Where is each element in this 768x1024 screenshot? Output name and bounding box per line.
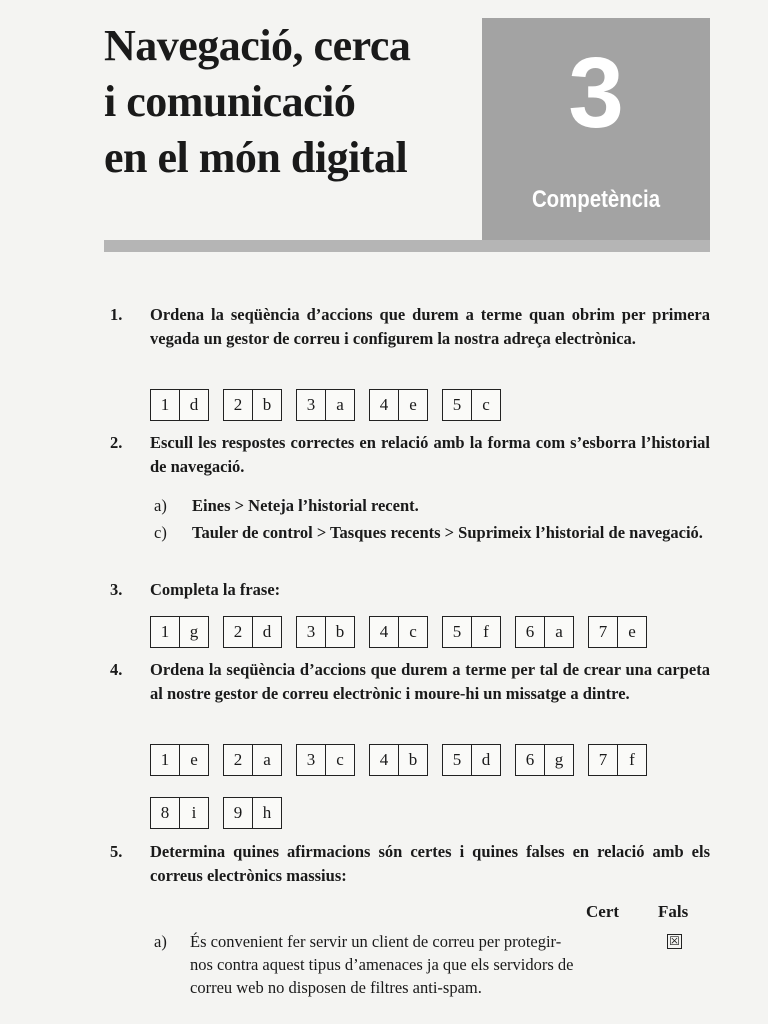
option-letter: a) bbox=[154, 496, 167, 515]
answer-box bbox=[223, 797, 282, 829]
option-letter: c) bbox=[154, 523, 167, 542]
statement-a bbox=[154, 930, 574, 999]
checked-box-icon[interactable]: ☒ bbox=[667, 934, 682, 949]
column-false: Fals bbox=[658, 902, 689, 921]
answer-row-q1 bbox=[150, 389, 501, 421]
answer-number: 4 bbox=[379, 622, 389, 641]
answer-row-q4-2 bbox=[150, 797, 282, 829]
answer-number: 7 bbox=[598, 622, 608, 641]
answer-letter: b bbox=[325, 617, 354, 647]
question-number: 4. bbox=[110, 660, 123, 679]
answer-letter: d bbox=[252, 617, 281, 647]
answer-number: 2 bbox=[233, 395, 243, 414]
answer-letter: g bbox=[179, 617, 208, 647]
answer-box bbox=[442, 744, 501, 776]
question-text: Completa la frase: bbox=[150, 580, 281, 599]
answer-letter: f bbox=[471, 617, 500, 647]
question-text: Escull les respostes correctes en relació amb la forma com s’esborra l’historial de navegació. bbox=[150, 433, 710, 476]
question-1 bbox=[110, 303, 710, 351]
answer-letter: c bbox=[398, 617, 427, 647]
answer-letter: e bbox=[398, 390, 427, 420]
answer-letter: e bbox=[179, 745, 208, 775]
answer-box bbox=[588, 616, 647, 648]
answer-number: 7 bbox=[598, 750, 608, 769]
answer-box bbox=[515, 616, 574, 648]
answer-letter: b bbox=[398, 745, 427, 775]
answer-box bbox=[369, 744, 428, 776]
answer-number: 6 bbox=[525, 750, 535, 769]
answer-number: 6 bbox=[525, 622, 535, 641]
answer-letter: e bbox=[617, 617, 646, 647]
answer-box bbox=[296, 744, 355, 776]
answer-box bbox=[150, 389, 209, 421]
chapter-box bbox=[482, 18, 710, 240]
answer-box bbox=[223, 616, 282, 648]
answer-letter: a bbox=[325, 390, 354, 420]
answer-number: 2 bbox=[233, 750, 243, 769]
answer-number: 5 bbox=[452, 395, 462, 414]
answer-letter: a bbox=[252, 745, 281, 775]
answer-number: 5 bbox=[452, 622, 462, 641]
statement-letter: a) bbox=[154, 932, 167, 951]
chapter-number: 3 bbox=[568, 37, 624, 149]
answer-number: 2 bbox=[233, 622, 243, 641]
answer-letter: c bbox=[325, 745, 354, 775]
answer-box bbox=[588, 744, 647, 776]
question-3 bbox=[110, 578, 710, 602]
answer-number: 1 bbox=[160, 622, 170, 641]
question-5 bbox=[110, 840, 710, 888]
answer-number: 8 bbox=[160, 803, 170, 822]
question-number: 1. bbox=[110, 305, 123, 324]
answer-box bbox=[296, 616, 355, 648]
answer-box bbox=[223, 744, 282, 776]
answer-letter: i bbox=[179, 798, 208, 828]
column-true: Cert bbox=[586, 902, 620, 921]
answer-row-q4 bbox=[150, 744, 647, 776]
answer-box bbox=[442, 389, 501, 421]
answer-letter: d bbox=[471, 745, 500, 775]
question-text: Ordena la seqüència d’accions que durem a terme quan obrim per primera vegada un gestor de correu i configurem la nostra adreça electrònica. bbox=[150, 305, 710, 348]
header-divider bbox=[104, 240, 710, 252]
answer-box bbox=[369, 389, 428, 421]
title-line-3: en el món digital bbox=[104, 133, 408, 182]
question-text: Ordena la seqüència d’accions que durem a terme per tal de crear una carpeta al nostre gestor de correu electrònic i moure-hi un missatge a dintre. bbox=[150, 660, 710, 703]
question-2 bbox=[110, 431, 710, 479]
answer-letter: h bbox=[252, 798, 281, 828]
answer-letter: f bbox=[617, 745, 646, 775]
page-title bbox=[104, 18, 464, 186]
answer-number: 3 bbox=[306, 395, 316, 414]
title-line-2: i comunicació bbox=[104, 77, 356, 126]
answer-box bbox=[223, 389, 282, 421]
option-text: Eines > Neteja l’historial recent. bbox=[192, 496, 419, 515]
answer-number: 4 bbox=[379, 395, 389, 414]
question-number: 2. bbox=[110, 433, 123, 452]
answer-row-q3 bbox=[150, 616, 647, 648]
answer-number: 1 bbox=[160, 750, 170, 769]
answer-box bbox=[150, 797, 209, 829]
answer-box bbox=[150, 616, 209, 648]
question-number: 5. bbox=[110, 842, 123, 861]
option-text: Tauler de control > Tasques recents > Suprimeix l’historial de navegació. bbox=[192, 523, 703, 542]
answer-letter: g bbox=[544, 745, 573, 775]
answer-box bbox=[442, 616, 501, 648]
answer-letter: b bbox=[252, 390, 281, 420]
answer-letter: c bbox=[471, 390, 500, 420]
question-4 bbox=[110, 658, 710, 706]
answer-number: 3 bbox=[306, 750, 316, 769]
answer-number: 5 bbox=[452, 750, 462, 769]
answer-number: 3 bbox=[306, 622, 316, 641]
answer-letter: d bbox=[179, 390, 208, 420]
answer-box bbox=[150, 744, 209, 776]
question-number: 3. bbox=[110, 580, 123, 599]
answer-number: 1 bbox=[160, 395, 170, 414]
statement-text: És convenient fer servir un client de correu per protegir-nos contra aquest tipus d’amenaces ja que els servidors de correu web no disposen de filtres anti-spam. bbox=[190, 932, 574, 997]
answer-box bbox=[369, 616, 428, 648]
answer-box bbox=[515, 744, 574, 776]
answer-number: 4 bbox=[379, 750, 389, 769]
option-c bbox=[154, 521, 710, 545]
chapter-label: Competència bbox=[531, 186, 661, 213]
option-a bbox=[154, 494, 710, 518]
question-text: Determina quines afirmacions són certes i quines falses en relació amb els correus electrònics massius: bbox=[150, 842, 710, 885]
answer-box bbox=[296, 389, 355, 421]
answer-number: 9 bbox=[233, 803, 243, 822]
answer-letter: a bbox=[544, 617, 573, 647]
title-line-1: Navegació, cerca bbox=[104, 21, 411, 70]
